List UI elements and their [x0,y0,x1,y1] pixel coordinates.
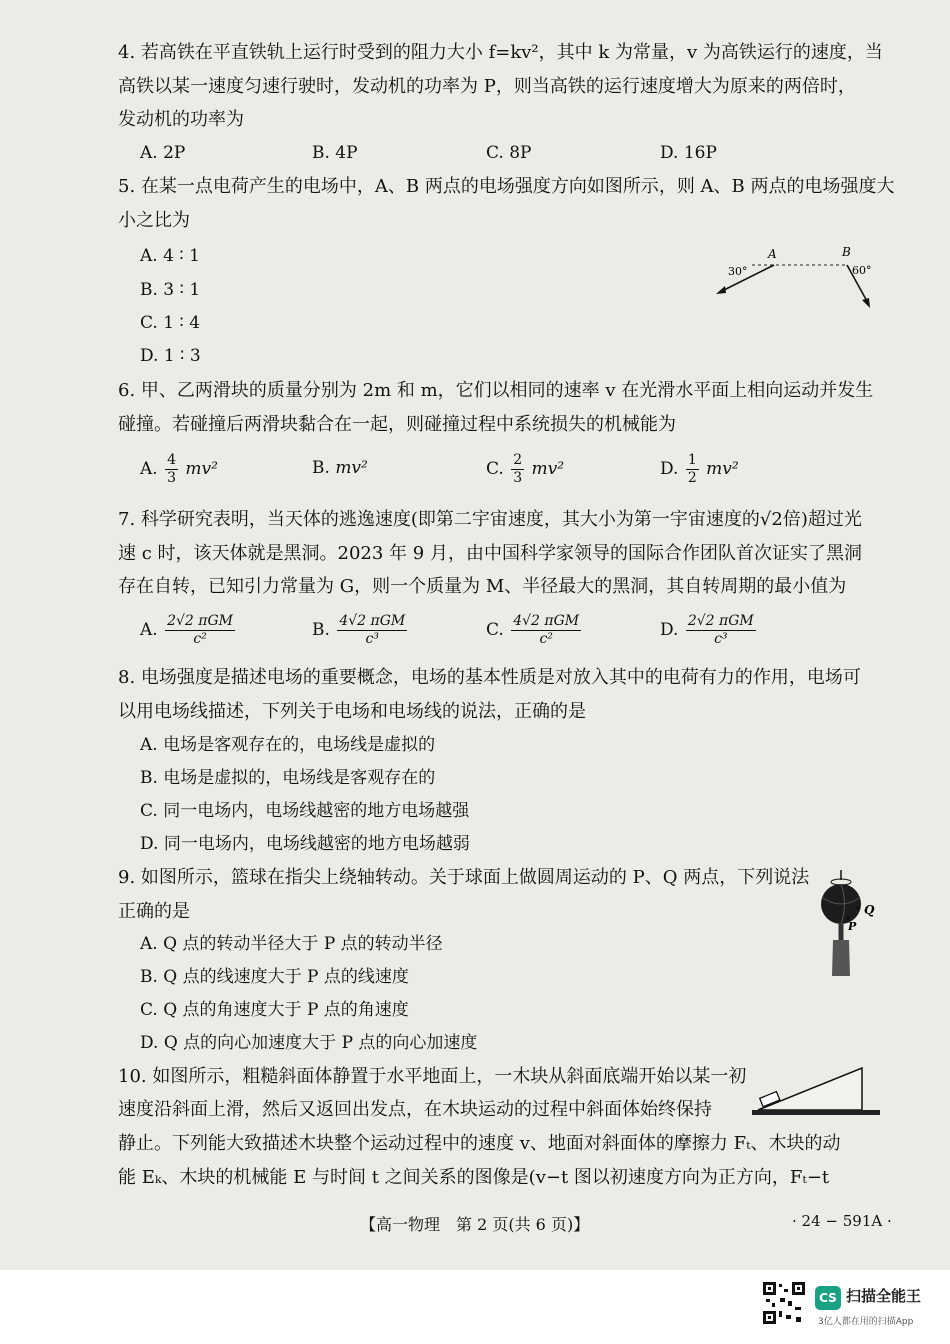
q4-line-2: 高铁以某一速度匀速行驶时，发动机的功率为 P，则当高铁的运行速度增大为原来的两倍时， [118,76,856,97]
q7-option-a: A. $\frac{\text{2√2 πGM}}{\text{c²}}$ [140,613,233,647]
q6-option-d: D. $\frac{1}{2}$ mv² [660,452,739,486]
q6-line-2: 碰撞。若碰撞后两滑块黏合在一起，则碰撞过程中系统损失的机械能为 [118,414,676,435]
q5-line-2: 小之比为 [118,210,190,231]
q9-line-2: 正确的是 [118,901,190,922]
q5-option-a: A. 4 ∶ 1 [140,246,200,266]
q7-option-b: B. $\frac{\text{4√2 πGM}}{\text{c³}}$ [312,613,406,647]
q6-option-a: A. $\frac{4}{3}$ mv² [140,452,218,486]
q6-option-b: B. mv² [312,458,368,478]
q9-label-q: Q [864,903,875,917]
q9-line-1: 9. 如图所示，篮球在指尖上绕轴转动。关于球面上做圆周运动的 P、Q 两点，下列说法 [118,867,810,888]
q9-option-d: D. Q 点的向心加速度大于 P 点的向心加速度 [140,1033,478,1053]
q10-incline-figure [752,1060,882,1122]
q10-line-2: 速度沿斜面上滑，然后又返回出发点，在木块运动的过程中斜面体始终保持 [118,1099,712,1120]
q10-line-4: 能 Eₖ、木块的机械能 E 与时间 t 之间关系的图像是(v−t 图以初速度方向为正方向，Fₜ−t [118,1167,830,1188]
q8-line-2: 以用电场线描述，下列关于电场和电场线的说法，正确的是 [118,701,586,722]
q5-angle-a: 30° [728,265,748,278]
q7-option-d: D. $\frac{\text{2√2 πGM}}{\text{c³}}$ [660,613,754,647]
q9-label-p: P [848,920,857,933]
q4-option-b: B. 4P [312,143,358,163]
q9-option-b: B. Q 点的线速度大于 P 点的线速度 [140,967,409,987]
qr-code-icon [762,1281,806,1325]
camscanner-logo: CS [815,1286,841,1310]
footer-code: · 24 − 591A · [792,1212,892,1230]
q4-line-1: 4. 若高铁在平直铁轨上运行时受到的阻力大小 f=kv²，其中 k 为常量，v 为高铁运行的速度，当 [118,42,883,63]
q6-line-1: 6. 甲、乙两滑块的质量分别为 2m 和 m，它们以相同的速率 v 在光滑水平面上相向运动并发生 [118,380,874,401]
q5-option-d: D. 1 ∶ 3 [140,346,201,366]
q7-line-1: 7. 科学研究表明，当天体的逃逸速度(即第二宇宙速度，其大小为第一宇宙速度的√2倍)超过光 [118,509,862,530]
q8-line-1: 8. 电场强度是描述电场的重要概念，电场的基本性质是对放入其中的电荷有力的作用，电场可 [118,667,861,688]
camscanner-name: 扫描全能王 [846,1287,922,1305]
q4-line-3: 发动机的功率为 [118,109,244,130]
q5-line-1: 5. 在某一点电荷产生的电场中，A、B 两点的电场强度方向如图所示，则 A、B 两点的电场强度大 [118,176,895,197]
q9-basketball-figure [808,868,888,980]
q10-line-3: 静止。下列能大致描述木块整个运动过程中的速度 v、地面对斜面体的摩擦力 Fₜ、木块的动 [118,1133,841,1154]
q7-line-2: 速 c 时，该天体就是黑洞。2023 年 9 月，由中国科学家领导的国际合作团队首次证实了黑洞 [118,543,862,564]
q7-option-c: C. $\frac{\text{4√2 πGM}}{\text{c²}}$ [486,613,580,647]
q7-line-3: 存在自转，已知引力常量为 G，则一个质量为 M、半径最大的黑洞，其自转周期的最小值为 [118,576,847,597]
q8-option-d: D. 同一电场内，电场线越密的地方电场越弱 [140,834,470,854]
q8-option-c: C. 同一电场内，电场线越密的地方电场越强 [140,801,470,821]
q9-option-a: A. Q 点的转动半径大于 P 点的转动半径 [140,934,443,954]
q8-option-b: B. 电场是虚拟的，电场线是客观存在的 [140,768,436,788]
q10-line-1: 10. 如图所示，粗糙斜面体静置于水平地面上，一木块从斜面底端开始以某一初 [118,1066,747,1087]
q5-angle-b: 60° [852,264,872,277]
q4-option-d: D. 16P [660,143,717,163]
footer-page-info: 【高一物理 第 2 页(共 6 页)】 [360,1215,590,1234]
q5-label-b: B [842,245,851,259]
q9-option-c: C. Q 点的角速度大于 P 点的角速度 [140,1000,409,1020]
q5-label-a: A [768,247,777,261]
q8-option-a: A. 电场是客观存在的，电场线是虚拟的 [140,735,436,755]
scanner-watermark [0,1270,950,1344]
q6-option-c: C. $\frac{2}{3}$ mv² [486,452,565,486]
q5-field-figure [712,240,892,320]
q5-option-c: C. 1 ∶ 4 [140,313,201,333]
q4-option-a: A. 2P [140,143,186,163]
camscanner-tagline: 3亿人都在用的扫描App [818,1317,914,1327]
q5-option-b: B. 3 ∶ 1 [140,280,201,300]
q4-option-c: C. 8P [486,143,532,163]
